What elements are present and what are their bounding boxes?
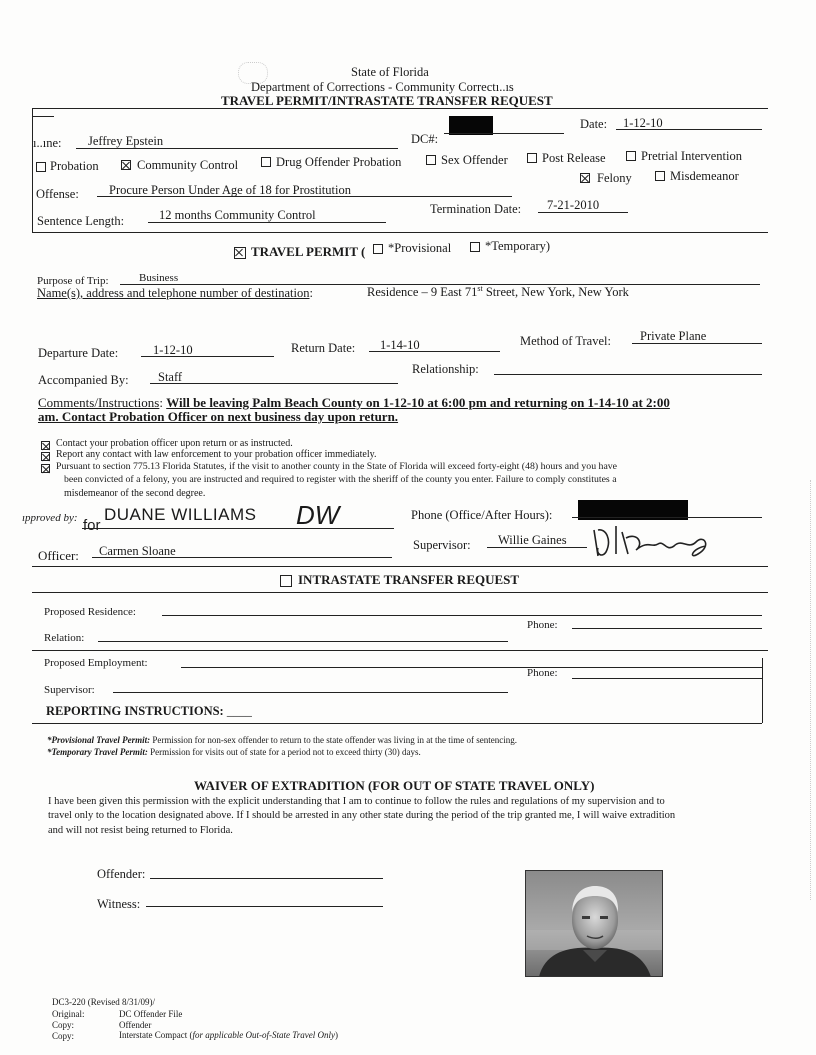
transfer-box-right: [762, 658, 763, 723]
method-line: [632, 343, 762, 344]
felony-label: Felony: [597, 171, 632, 185]
felony-checkbox[interactable]: [580, 173, 590, 183]
return-line: [369, 351, 500, 352]
reporting-blank: ____: [226, 704, 252, 718]
provisional-note: [47, 735, 517, 746]
witness-signature-line: [146, 906, 383, 907]
temporary-label: *Temporary): [485, 239, 551, 253]
destination-label: Name(s), address and telephone number of destination: [37, 286, 310, 300]
proposed-residence-label: Proposed Residence:: [44, 606, 136, 618]
section-divider-4: [32, 650, 768, 651]
offense-value: Procure Person Under Age of 18 for Prostitution: [109, 183, 351, 197]
transfer-box-bottom: [32, 723, 762, 724]
destination-value: [367, 281, 629, 300]
dc-label: DC#:: [411, 132, 439, 146]
temporary-checkbox[interactable]: [470, 242, 480, 252]
offender-photo: [525, 870, 663, 977]
drug-offender-probation-label: Drug Offender Probation: [276, 155, 402, 169]
approved-label: ıpproved by:: [22, 512, 78, 524]
post-release-label: Post Release: [542, 151, 606, 165]
header-department: Department of Corrections - Community Correctı..ıs: [251, 80, 514, 94]
proposed-employment-label: Proposed Employment:: [44, 657, 148, 669]
waiver-line-2: travel only to the location designated above. If I should be arrested in any other state during the period of the trip granted me, I will waive extradition: [48, 810, 676, 821]
community-control-label: Community Control: [137, 158, 239, 172]
form-title: TRAVEL PERMIT/INTRASTATE TRANSFER REQUEST: [221, 93, 553, 108]
supervisor-value: Willie Gaines: [498, 533, 567, 547]
phone-label: Phone (Office/After Hours):: [411, 508, 553, 522]
original-value: DC Offender File: [119, 1009, 183, 1019]
instruction-1-checkbox[interactable]: [41, 441, 50, 450]
form-number: DC3-220 (Revised 8/31/09)/: [52, 997, 155, 1007]
waiver-line-1: I have been given this permission with the explicit understanding that I am to continue to follow the rules and regulations of my supervision and to: [48, 796, 665, 807]
supervisor-signature: [588, 518, 718, 560]
offender-signature-line: [150, 878, 383, 879]
copy2-label: Copy:: [52, 1031, 75, 1041]
officer-value: Carmen Sloane: [99, 544, 176, 558]
transfer-supervisor-line: [113, 692, 508, 693]
approved-name: DUANE WILLIAMS: [104, 505, 257, 524]
sex-offender-checkbox[interactable]: [426, 155, 436, 165]
copy2-value: [119, 1030, 338, 1041]
approved-initials: DW: [296, 500, 340, 530]
supervisor-line: [487, 547, 587, 548]
community-control-checkbox[interactable]: [121, 160, 131, 170]
copy1-value: Offender: [119, 1020, 152, 1030]
relation-label: Relation:: [44, 632, 85, 644]
probation-label: Probation: [50, 159, 99, 173]
form-top-rule-left: [32, 116, 54, 117]
sentence-label: Sentence Length:: [37, 214, 125, 228]
destination-colon: :: [309, 286, 313, 300]
method-label: Method of Travel:: [520, 334, 611, 348]
departure-line: [141, 356, 274, 357]
instruction-2: Report any contact with law enforcement to your probation officer immediately.: [56, 449, 377, 460]
sentence-value: 12 months Community Control: [159, 208, 316, 222]
departure-value: 1-12-10: [153, 343, 193, 357]
termination-label: Termination Date:: [430, 202, 522, 216]
return-value: 1-14-10: [380, 338, 420, 352]
comments-colon: :: [159, 395, 163, 410]
copy2-value-pre: Interstate Compact (: [119, 1030, 193, 1040]
reporting-label-text: REPORTING INSTRUCTIONS:: [46, 704, 224, 718]
margin-scan-line: [810, 480, 811, 900]
relationship-line: [494, 374, 762, 375]
officer-line: [92, 557, 392, 558]
purpose-label: Purpose of Trip:: [37, 275, 109, 287]
relation-line: [98, 641, 508, 642]
provisional-note-text: Permission for non-sex offender to return to the state offender was living in at the time of sentencing.: [152, 735, 517, 745]
header-state: State of Florida: [351, 65, 429, 79]
departure-label: Departure Date:: [38, 346, 119, 360]
relationship-label: Relationship:: [412, 362, 479, 376]
intrastate-transfer-checkbox[interactable]: [280, 575, 292, 587]
offense-label: Offense:: [36, 187, 79, 201]
name-value: Jeffrey Epstein: [88, 134, 164, 148]
misdemeanor-checkbox[interactable]: [655, 171, 665, 181]
approved-for: for: [83, 517, 101, 534]
form-top-rule: [32, 108, 768, 109]
intrastate-transfer-title: INTRASTATE TRANSFER REQUEST: [298, 572, 520, 587]
sentence-line: [148, 222, 386, 223]
instruction-3-line-1: Pursuant to section 775.13 Florida Statutes, if the visit to another county in the State of Florida will exceed forty-eight (48) hours and you have: [56, 461, 618, 472]
waiver-line-3: and will not resist being returned to Florida.: [48, 825, 233, 836]
temporary-note-text: Permission for visits out of state for a period not to exceed thirty (30) days.: [150, 747, 421, 757]
offense-line: [97, 196, 512, 197]
temporary-note: [47, 747, 421, 758]
date-value: 1-12-10: [623, 116, 663, 130]
comments-label: Comments/Instructions: [38, 395, 160, 410]
pretrial-intervention-checkbox[interactable]: [626, 151, 636, 161]
witness-signature-label: Witness:: [97, 897, 141, 911]
proposed-employment-line: [181, 667, 762, 668]
travel-permit-title: TRAVEL PERMIT (: [251, 244, 366, 259]
pretrial-intervention-label: Pretrial Intervention: [641, 149, 743, 163]
accompanied-value: Staff: [158, 370, 183, 384]
comments-line-1: [38, 395, 670, 410]
reporting-label: [46, 704, 252, 719]
instruction-3-line-2: been convicted of a felony, you are instructed and required to register with the sheriff of the county you enter. Failure to comply constitutes a: [64, 474, 617, 485]
destination-text-pre: Residence – 9 East 71: [367, 285, 478, 300]
accompanied-label: Accompanied By:: [38, 373, 129, 387]
waiver-title: WAIVER OF EXTRADITION (FOR OUT OF STATE TRAVEL ONLY): [194, 778, 595, 793]
drug-offender-probation-checkbox[interactable]: [261, 157, 271, 167]
purpose-value: Business: [139, 272, 179, 284]
copy1-label: Copy:: [52, 1020, 75, 1030]
transfer-phone2-line: [572, 678, 762, 679]
provisional-note-title: *Provisional Travel Permit:: [47, 735, 151, 745]
instruction-1: Contact your probation officer upon return or as instructed.: [56, 438, 293, 449]
destination-row: [37, 286, 313, 301]
destination-text-sup: st: [477, 284, 483, 293]
copy2-value-post: ): [334, 1030, 338, 1040]
proposed-residence-line: [162, 615, 762, 616]
misdemeanor-label: Misdemeanor: [670, 169, 739, 183]
accompanied-line: [150, 383, 398, 384]
officer-label: Officer:: [38, 548, 79, 563]
copy2-value-italic: for applicable Out-of-State Travel Only: [192, 1030, 335, 1040]
transfer-phone2-label: Phone:: [527, 667, 558, 679]
termination-value: 7-21-2010: [547, 198, 600, 212]
post-release-checkbox[interactable]: [527, 153, 537, 163]
provisional-checkbox[interactable]: [373, 244, 383, 254]
travel-permit-checkbox[interactable]: [234, 247, 246, 259]
return-label: Return Date:: [291, 341, 356, 355]
supervisor-label: Supervisor:: [413, 538, 471, 552]
approved-line: [82, 528, 394, 529]
provisional-label: *Provisional: [388, 241, 452, 255]
termination-line: [538, 212, 628, 213]
instruction-3-line-3: misdemeanor of the second degree.: [64, 488, 206, 499]
comments-text-1: Will be leaving Palm Beach County on 1-12-10 at 6:00 pm and returning on 1-14-10 at 2:00: [166, 395, 670, 410]
section-divider-1: [32, 232, 768, 233]
transfer-supervisor-label: Supervisor:: [44, 684, 95, 696]
instruction-3-checkbox[interactable]: [41, 464, 50, 473]
transfer-phone-label: Phone:: [527, 619, 558, 631]
form-left-edge: [32, 108, 33, 233]
date-label: Date:: [580, 117, 608, 131]
dc-line: [444, 133, 564, 134]
date-line: [616, 129, 762, 130]
offender-signature-label: Offender:: [97, 867, 146, 881]
comments-text-2: am. Contact Probation Officer on next business day upon return.: [38, 409, 399, 424]
destination-text-post: Street, New York, New York: [482, 285, 629, 300]
original-label: Original:: [52, 1009, 85, 1019]
instruction-2-checkbox[interactable]: [41, 452, 50, 461]
transfer-phone-line: [572, 628, 762, 629]
name-label: ı..ıne:: [33, 136, 62, 150]
section-divider-2: [32, 566, 768, 567]
method-value: Private Plane: [640, 329, 707, 343]
temporary-note-title: *Temporary Travel Permit:: [47, 747, 148, 757]
sex-offender-label: Sex Offender: [441, 153, 508, 167]
section-divider-3: [32, 592, 768, 593]
probation-checkbox[interactable]: [36, 162, 46, 172]
